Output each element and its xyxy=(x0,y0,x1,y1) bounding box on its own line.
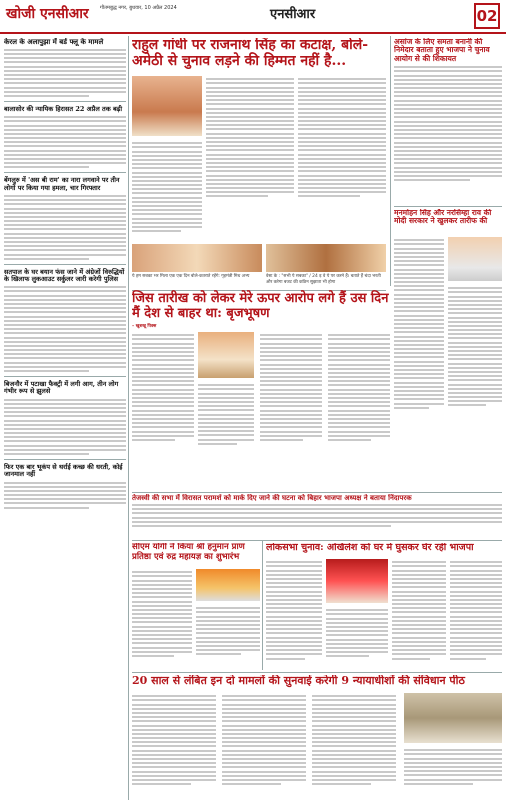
story-headline: बिजनौर में पटाखा फैक्ट्री में लगी आग, तीन लोग गंभीर रूप से झुलसे xyxy=(4,380,119,396)
story-body xyxy=(132,693,216,787)
story-body xyxy=(260,332,322,443)
divider xyxy=(132,672,502,673)
divider xyxy=(132,540,502,541)
story-headline: सतपाल के घर बयान फंस जाने में अंग्रेजों विरुद्धियों के खिलाफ लुकआउट सर्कुलर जारी करेगी पुलिस xyxy=(4,267,125,284)
story-headline: तेजस्वी की सभा में विरासत परामर्श को मार्क दिए जाने की घटना को बिहार भाजपा अध्यक्ष ने बताया निंदापरक xyxy=(132,494,412,502)
supreme-court-photo xyxy=(404,693,502,743)
brijbhushan-photo xyxy=(198,332,254,378)
story-body xyxy=(132,140,202,234)
story-body xyxy=(132,332,194,443)
story-body xyxy=(132,504,502,527)
story-body xyxy=(206,76,294,200)
rajnath-photo xyxy=(132,76,202,136)
page-number: 02 xyxy=(474,3,500,29)
story-body xyxy=(4,286,126,372)
story-headline: लोकसभा चुनाव: अखिलेश को घर में घुसकर घेर रही भाजपा xyxy=(266,543,474,553)
akhilesh-photo xyxy=(326,559,388,603)
story-body xyxy=(266,559,322,662)
left-column xyxy=(4,38,126,798)
yogi-photo xyxy=(196,569,260,601)
right-mid-story xyxy=(394,209,502,491)
column-divider xyxy=(128,36,129,800)
story-body xyxy=(298,76,386,200)
story-body xyxy=(394,237,444,411)
story-body xyxy=(326,607,388,659)
story-body xyxy=(450,559,502,662)
column-divider xyxy=(262,540,263,670)
story-body xyxy=(4,482,126,509)
story-headline: जिस तारीख को लेकर मेरे ऊपर आरोप लगे हैं उस दिन मैं देश से बाहर था: बृजभूषण xyxy=(132,291,389,321)
photo-caption: ये हम सबका भर मिला एक एक दिन बोले-कतराते रहेंगे: गृहमंत्री मिथ अभ्य xyxy=(132,274,250,279)
divider xyxy=(132,492,502,493)
story-body xyxy=(392,559,446,662)
story-body xyxy=(4,195,126,260)
person-photo xyxy=(448,237,502,281)
story-body xyxy=(4,399,126,455)
story-body xyxy=(222,693,306,787)
dateline: गौतमबुद्ध नगर, बुधवार, 10 अप्रैल 2024 xyxy=(100,5,177,11)
cm-yogi-story xyxy=(132,543,260,669)
story-headline: बालासोर की न्यायिक हिरासत 22 अप्रैल तक बढ़ी xyxy=(4,104,122,113)
publication-name: खोजी एनसीआर xyxy=(6,6,89,22)
story-headline: केरल के अलापुझा में बर्ड फ्लू के मामले xyxy=(4,38,104,46)
story-headline: सीएम योगी ने किया श्री हनुमान प्राण प्रतिष्ठा एवं रुद्र महायज्ञ का शुभारंभ xyxy=(132,543,245,562)
story-headline: फिर एक बार भूकंप से थर्राई कच्छ की धरती, कोई जानमाल नहीं xyxy=(4,463,123,479)
story-body xyxy=(328,332,390,443)
story-body xyxy=(448,285,502,409)
akhilesh-story xyxy=(266,543,502,669)
story-headline: मनमोहन सिंह और नरसिम्हा राव की मोदी सरकार ने खुलकर तारीफ की xyxy=(394,209,492,226)
story-body xyxy=(196,605,260,657)
story-headline: असांज के लिए समता बनानी की निमेदार बताता हुए भाजपा ने चुनाव आयोग से की शिकायत xyxy=(394,38,490,63)
story-body xyxy=(198,382,254,447)
brijbhushan-story xyxy=(132,240,390,490)
story-body xyxy=(4,116,126,168)
story-headline: बेंगलुरु में 'अस बी राम' का नारा लगवाने पर तीन लोगों पर किया गया हमला, चार गिरफ्तार xyxy=(4,176,120,192)
byline: – खुशखू पिक्स xyxy=(132,324,157,329)
supreme-court-story xyxy=(132,675,502,798)
story-body xyxy=(4,49,126,97)
story-headline: 20 साल से लंबित इन दो मामलों की सुनवाई करेगी 9 न्यायाधीशों की संविधान पीठ xyxy=(132,675,465,687)
masthead xyxy=(0,0,506,34)
section-tag: एनसीआर xyxy=(270,7,316,22)
story-body xyxy=(132,569,192,659)
story-body xyxy=(404,747,502,787)
story-body xyxy=(312,693,396,787)
lead-headline: राहुल गांधी पर राजनाथ सिंह का कटाक्ष, बोले- अमेठी से चुनाव लड़ने की हिम्मत नहीं है... xyxy=(132,38,369,69)
divider xyxy=(394,206,502,207)
photo-caption: वेस्ट के : "सभी पे सबका" / 24 ड़ वे ये पर करने हैं। बताते हैं चंदा भरती और करेगा बजट की कठिन सुझाता भी होगा xyxy=(266,274,381,285)
tejashwi-story xyxy=(132,494,502,538)
story-body xyxy=(394,66,502,181)
right-top-story xyxy=(394,38,502,208)
column-divider xyxy=(390,36,391,286)
